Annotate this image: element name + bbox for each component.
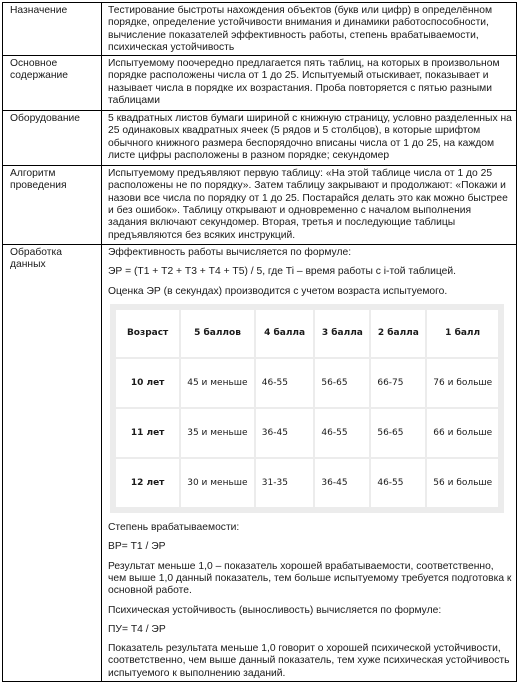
row-equipment bbox=[3, 111, 517, 166]
formula-pu: ПУ= Т4 / ЭР bbox=[108, 623, 166, 635]
formula-vr: ВР= Т1 / ЭР bbox=[108, 541, 166, 553]
row-content bbox=[102, 166, 517, 245]
score-cell: 56-65 bbox=[315, 359, 369, 407]
row-main-content bbox=[3, 56, 517, 111]
score-cell: 46-55 bbox=[256, 359, 314, 407]
score-cell: 76 и больше bbox=[427, 359, 498, 407]
scores-header-row bbox=[116, 310, 498, 357]
paragraph: Тестирование быстроты нахождения объектов (букв или цифр) в определённом порядке, определение устойчивости внимания и динамики работоспособности, вычисление показателей эффективность работы, степень врабатываемости, психическая устойчивость bbox=[108, 5, 493, 53]
row-content bbox=[102, 245, 517, 682]
paragraph: Испытуемому поочередно предлагается пять таблиц, на которых в произвольном порядке расположены числа от 1 до 25. Испытуемый отыскивает, показывает и называет числа в порядке их возрастания. Проба повторяется с пятью разными таблицами bbox=[108, 58, 500, 107]
header-cell: 3 балла bbox=[315, 310, 369, 357]
method-description-table bbox=[2, 2, 517, 682]
formula-er: ЭР = (Т1 + Т2 + Т3 + Т4 + Т5) / 5, где Ti – время работы с i-той таблицей. bbox=[108, 266, 457, 278]
row-procedure bbox=[3, 166, 517, 245]
paragraph: Результат меньше 1,0 – показатель хорошей врабатываемости, соответственно, чем выше 1,0 данный показатель, тем больше испытуемому требуется подготовка к основной работе. bbox=[108, 560, 512, 597]
row-label: Оборудование bbox=[3, 111, 102, 166]
header-cell: Возраст bbox=[116, 310, 179, 357]
scores-row bbox=[116, 459, 498, 507]
age-cell: 11 лет bbox=[116, 409, 179, 457]
row-label: Основное содержание bbox=[3, 56, 102, 111]
header-cell: 1 балл bbox=[427, 310, 498, 357]
score-cell: 31-35 bbox=[256, 459, 314, 507]
score-cell: 46-55 bbox=[315, 409, 369, 457]
score-cell: 35 и меньше bbox=[181, 409, 254, 457]
header-cell: 5 баллов bbox=[181, 310, 254, 357]
score-cell: 46-55 bbox=[371, 459, 425, 507]
score-cell: 30 и меньше bbox=[181, 459, 254, 507]
score-cell: 56-65 bbox=[371, 409, 425, 457]
score-cell: 66-75 bbox=[371, 359, 425, 407]
scores-row bbox=[116, 359, 498, 407]
paragraph: Испытуемому предъявляют первую таблицу: «На этой таблице числа от 1 до 25 расположены не по порядку». Затем таблицу закрывают и продолжают: «Покажи и назови все числа по порядку от 1 до 25. Постарайся делать это как можно быстрее и без ошибок». Таблицу открывают и одновременно с началом выполнения задания включают секундомер. Вторая, третья и последующие таблицы предъявляются без всяких инструкций. bbox=[108, 168, 508, 241]
paragraph: Степень врабатываемости: bbox=[108, 522, 240, 534]
row-data-processing bbox=[3, 245, 517, 682]
row-content bbox=[102, 56, 517, 111]
scores-table-frame bbox=[110, 304, 504, 513]
row-purpose bbox=[3, 3, 517, 56]
score-cell: 36-45 bbox=[256, 409, 314, 457]
header-cell: 2 балла bbox=[371, 310, 425, 357]
score-cell: 36-45 bbox=[315, 459, 369, 507]
row-label: Обработка данных bbox=[3, 245, 102, 682]
paragraph: Показатель результата меньше 1,0 говорит о хорошей психической устойчивости, соответственно, чем выше данный показатель, тем хуже психическая устойчивость испытуемого к выполнению заданий. bbox=[108, 643, 510, 679]
scores-row bbox=[116, 409, 498, 457]
paragraph: Оценка ЭР (в секундах) производится с учетом возраста испытуемого. bbox=[108, 285, 448, 297]
paragraph: Эффективность работы вычисляется по формуле: bbox=[108, 247, 352, 259]
score-cell: 45 и меньше bbox=[181, 359, 254, 407]
row-content bbox=[102, 111, 517, 166]
row-label: Алгоритм проведения bbox=[3, 166, 102, 245]
row-label: Назначение bbox=[3, 3, 102, 56]
age-cell: 12 лет bbox=[116, 459, 179, 507]
age-cell: 10 лет bbox=[116, 359, 179, 407]
scores-table bbox=[114, 308, 500, 509]
paragraph: 5 квадратных листов бумаги шириной с книжную страницу, условно разделенных на 25 одинаковых квадратных ячеек (5 рядов и 5 столбцов), в которые шрифтом обычного книжного размера беспорядочно вписаны числа от 1 до 25, на каждом листе цифры расположены в разном порядке; секундомер bbox=[108, 113, 512, 162]
score-cell: 66 и больше bbox=[427, 409, 498, 457]
row-content bbox=[102, 3, 517, 56]
score-cell: 56 и больше bbox=[427, 459, 498, 507]
header-cell: 4 балла bbox=[256, 310, 314, 357]
paragraph: Психическая устойчивость (выносливость) вычисляется по формуле: bbox=[108, 604, 442, 616]
